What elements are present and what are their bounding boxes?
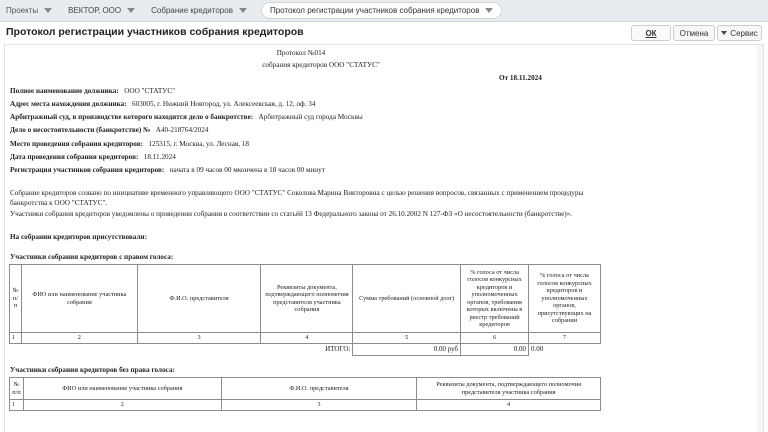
chevron-down-icon[interactable] xyxy=(44,8,52,13)
breadcrumb-protocol[interactable] xyxy=(261,2,503,19)
column-header: Реквизиты документа, подтверждающего полномочия представителя участника собрания xyxy=(417,378,601,400)
column-number: 1 xyxy=(10,400,24,411)
page-title: Протокол регистрации участников собрания кредиторов xyxy=(6,26,304,38)
field-registration-time: Регистрация участников собрания кредиторов: начата в 09 часов 00 мкончена в 18 часов 00 минут xyxy=(10,166,325,174)
service-label: Сервис xyxy=(730,28,758,38)
field-case-number: Дело о несостоятельности (банкротстве) № А40-218764/2024 xyxy=(10,126,209,134)
field-meeting-date: Дата проведения собрания кредиторов: 18.11.2024 xyxy=(10,153,176,161)
column-header: № п/п xyxy=(10,378,24,400)
paragraph-initiative-line1: Собрание кредиторов созвано по инициативе временного управляющего ООО "СТАТУС" Соколова Марина Викторовна с целью решения вопросов, связанных с применением процедуры xyxy=(10,189,584,197)
service-menu-button[interactable] xyxy=(717,25,762,41)
breadcrumb-projects[interactable] xyxy=(4,2,58,20)
column-header: № п/п xyxy=(10,265,22,333)
column-header: ФИО или наименование участника собрания xyxy=(21,265,137,333)
field-debtor-name: Полное наименование должника: ООО "СТАТУС" xyxy=(10,87,176,95)
table-header-row xyxy=(10,378,601,400)
column-header: % голоса от числа голосов конкурсных кредиторов и уполномоченных органов, требования которых включены в реестр требований кредиторов xyxy=(461,265,529,333)
field-meeting-place: Место проведения собрания кредиторов: 125315, г. Москва, ул. Лесная, 18 xyxy=(10,140,249,148)
column-header: Реквизиты документа, подтверждающего полномочия представителя участника собрания xyxy=(261,265,353,333)
table-number-row xyxy=(10,333,601,344)
column-header: Ф.И.О. представителя xyxy=(221,378,417,400)
column-number: 1 xyxy=(10,333,22,344)
breadcrumb-debtor[interactable] xyxy=(64,2,141,20)
vertical-scrollbar[interactable] xyxy=(757,45,763,432)
chevron-down-icon[interactable] xyxy=(485,8,493,13)
column-number: 7 xyxy=(529,333,601,344)
voting-heading: Участники собрания кредиторов с правом голоса: xyxy=(10,253,174,261)
nonvoting-participants-table xyxy=(9,377,601,411)
protocol-date: От 18.11.2024 xyxy=(499,74,542,82)
total-sum: 0.00 руб xyxy=(353,344,461,356)
total-label: ИТОГО: xyxy=(10,344,353,356)
table-total-row xyxy=(10,344,601,356)
cancel-button[interactable]: Отмена xyxy=(673,25,715,41)
paragraph-initiative-line2: банкротства к ООО "СТАТУС". xyxy=(10,199,108,207)
breadcrumb-label: Проекты xyxy=(6,6,39,15)
document-view[interactable] xyxy=(4,44,764,432)
voting-participants-table xyxy=(9,264,601,356)
field-debtor-address: Адрес места нахождения должника: 603005, г. Нижний Новгород, ул. Алексеевская, д. 12, оф. 34 xyxy=(10,100,316,108)
ok-button[interactable]: ОК xyxy=(631,25,671,41)
column-header: ФИО или наименование участника собрания xyxy=(23,378,221,400)
column-header: % голоса от числа голосов конкурсных кредиторов и уполномоченных органов, присутствующих на собрании xyxy=(529,265,601,333)
table-number-row xyxy=(10,400,601,411)
field-arbitration-court: Арбитражный суд, в производстве которого находится дело о банкротстве: Арбитражный суд города Москвы xyxy=(10,113,363,121)
column-number: 6 xyxy=(461,333,529,344)
column-number: 3 xyxy=(137,333,261,344)
chevron-down-icon[interactable] xyxy=(127,8,135,13)
column-number: 4 xyxy=(261,333,353,344)
column-header: Сумма требований (основной долг) xyxy=(353,265,461,333)
column-number: 3 xyxy=(221,400,417,411)
table-header-row xyxy=(10,265,601,333)
column-number: 2 xyxy=(23,400,221,411)
protocol-subtitle: собрания кредиторов ООО "СТАТУС" xyxy=(262,61,380,69)
column-header: Ф.И.О. представителя xyxy=(137,265,261,333)
column-number: 5 xyxy=(353,333,461,344)
breadcrumb-meeting[interactable] xyxy=(147,2,253,20)
form-header xyxy=(0,22,768,44)
breadcrumb-label: ВЕКТОР, ООО xyxy=(68,6,122,15)
protocol-number: Протокол №014 xyxy=(276,49,326,57)
breadcrumb-label: Собрание кредиторов xyxy=(151,6,233,15)
breadcrumb-label: Протокол регистрации участников собрания кредиторов xyxy=(269,6,480,15)
column-number: 2 xyxy=(21,333,137,344)
paragraph-notification: Участники собрания кредиторов уведомлены о проведении собрания в соответствии со статьёй 13 Федерального закона от 26.10.2002 N 127-ФЗ «О несостоятельности (банкротстве)». xyxy=(10,210,573,218)
present-heading: На собрании кредиторов присутствовали: xyxy=(10,233,147,241)
chevron-down-icon xyxy=(721,31,727,35)
column-number: 4 xyxy=(417,400,601,411)
total-percent-registry: 0.00 xyxy=(461,344,529,356)
chevron-down-icon[interactable] xyxy=(239,8,247,13)
nonvoting-heading: Участники собрания кредиторов без права голоса: xyxy=(10,366,175,374)
total-percent-present: 0.00 xyxy=(529,344,601,356)
breadcrumb-bar xyxy=(0,0,768,22)
